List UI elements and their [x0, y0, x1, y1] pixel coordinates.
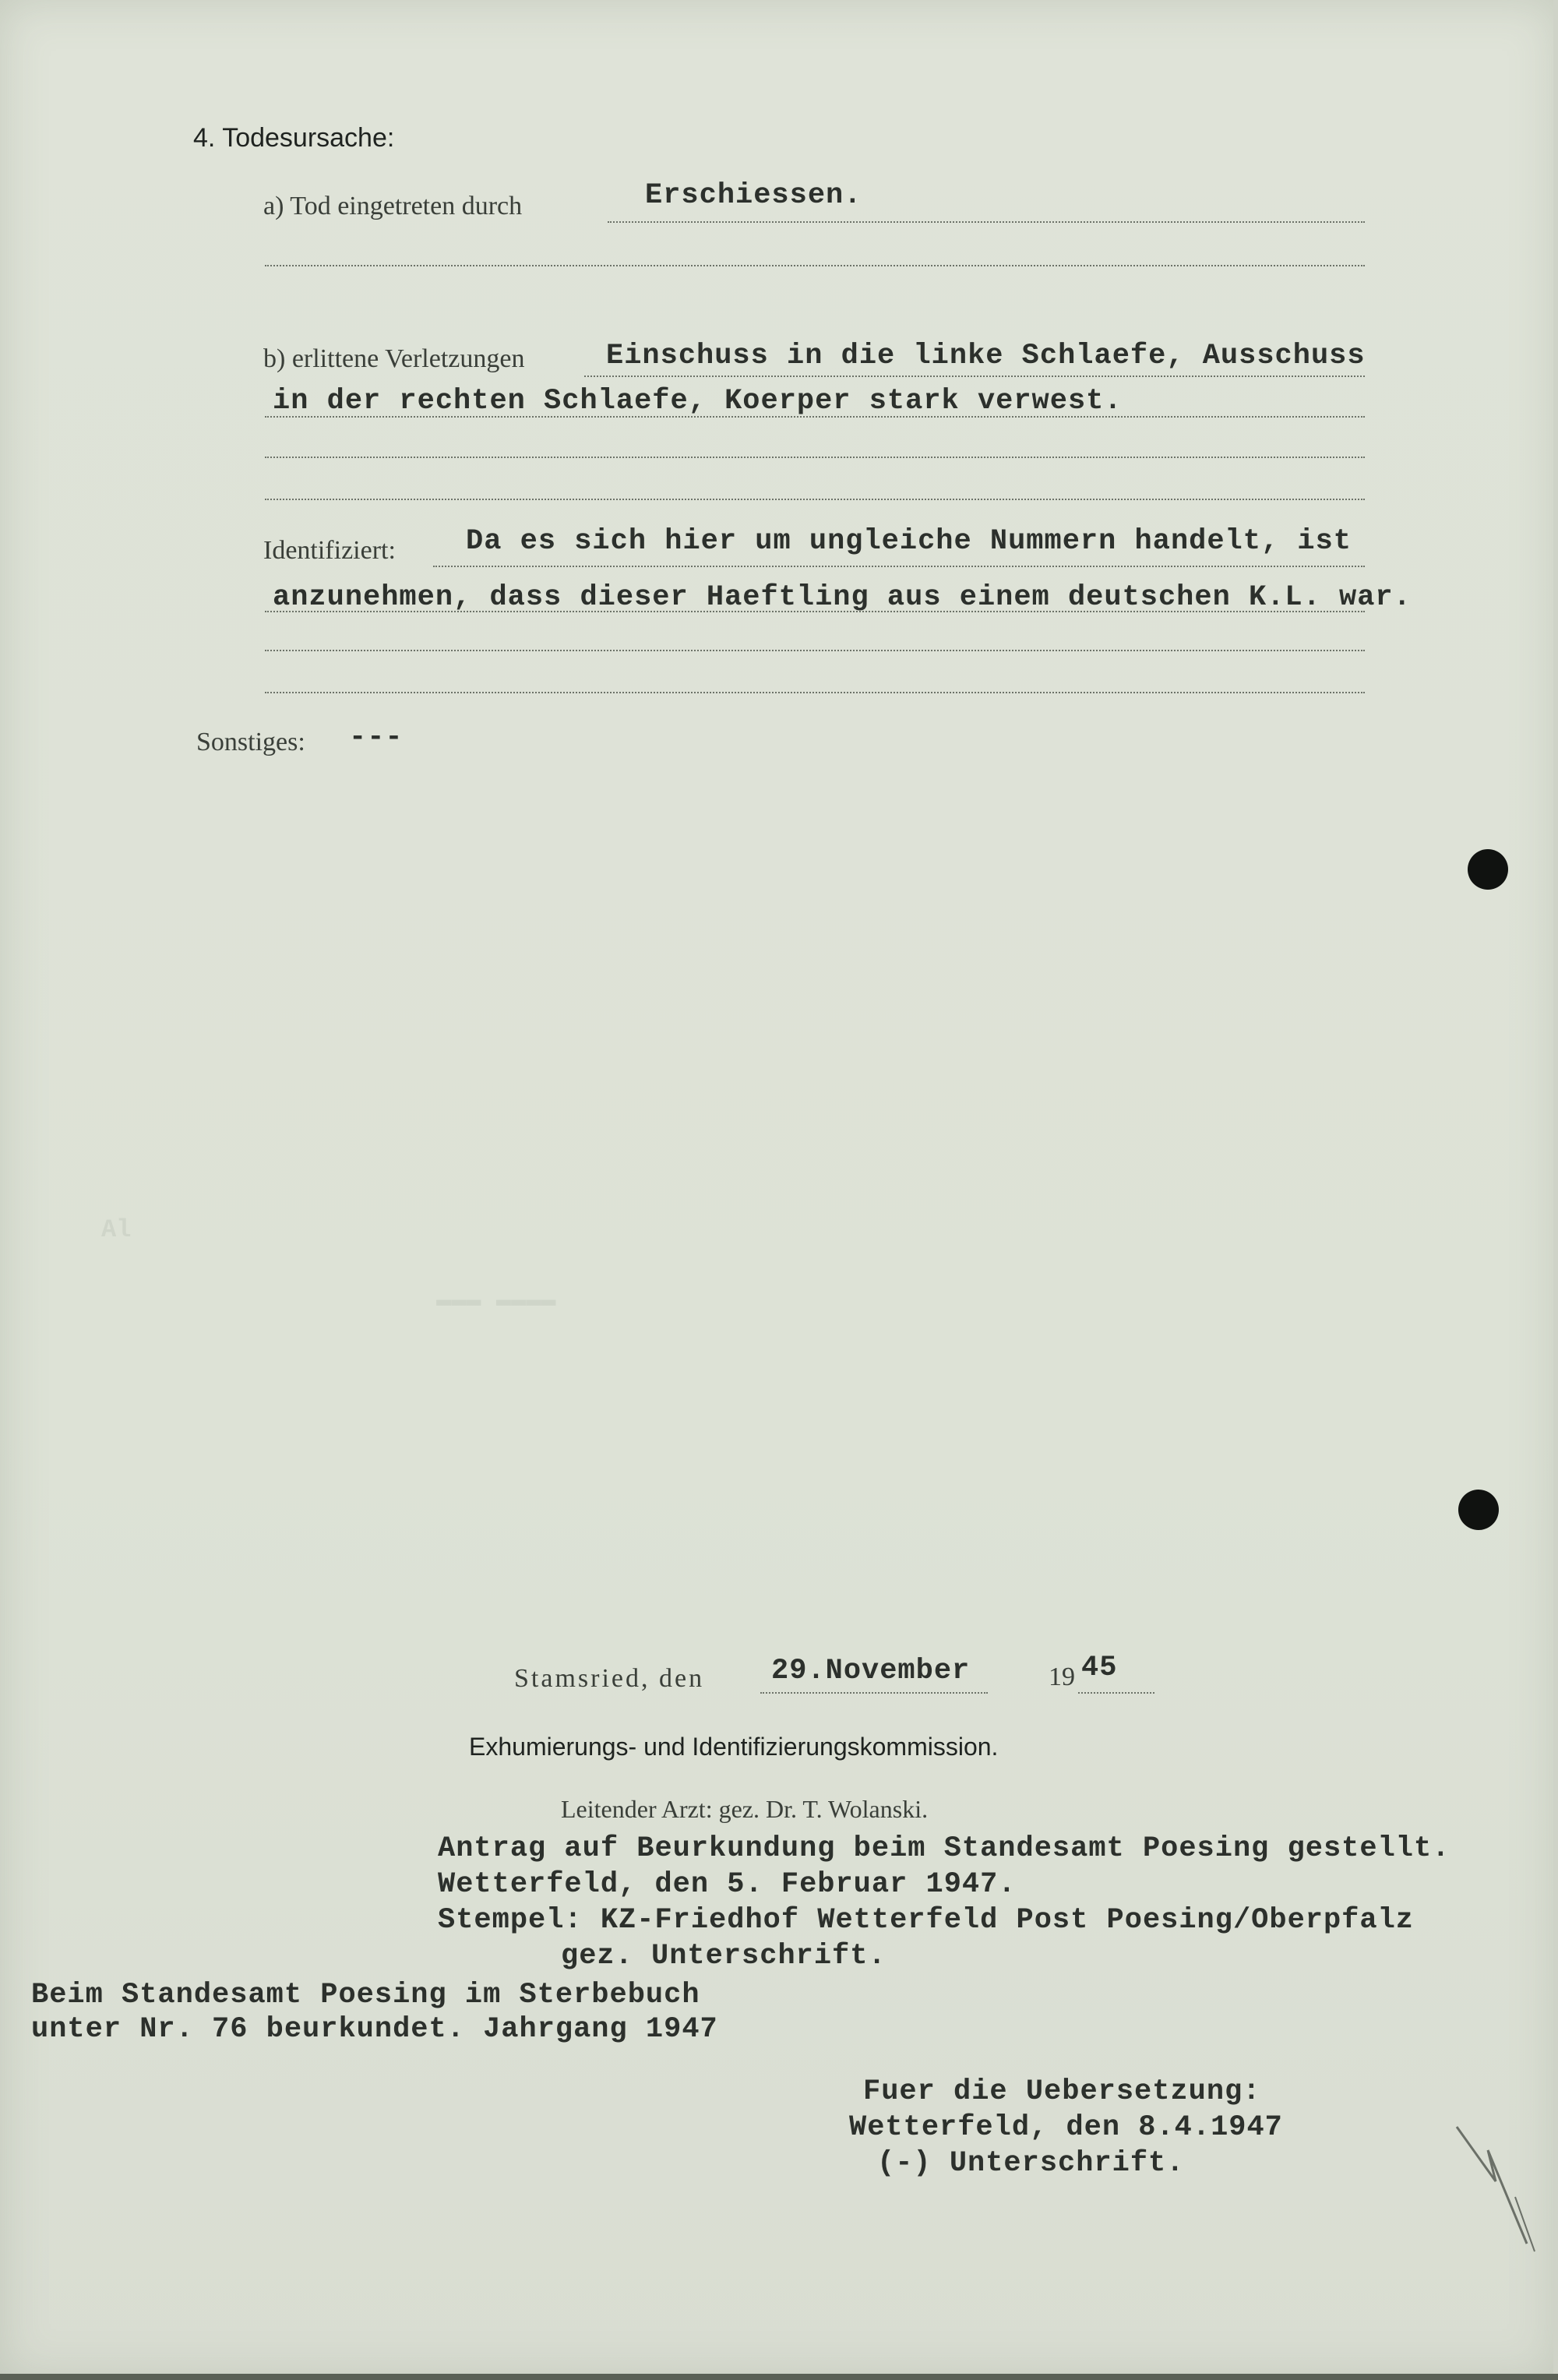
- registration-line-3: Stempel: KZ-Friedhof Wetterfeld Post Poesing/Oberpfalz: [438, 1904, 1414, 1937]
- pencil-scribble: [1441, 2103, 1550, 2259]
- year-suffix: 45: [1081, 1652, 1118, 1684]
- field-label-other: Sonstiges:: [196, 728, 305, 756]
- dotted-line: [265, 499, 1365, 500]
- dotted-line: [760, 1692, 988, 1694]
- field-value-cause: Erschiessen.: [645, 179, 862, 212]
- registration-line-1: Antrag auf Beurkundung beim Standesamt Poesing gestellt.: [438, 1832, 1450, 1865]
- registry-note-line-2: unter Nr. 76 beurkundet. Jahrgang 1947: [31, 2013, 718, 2046]
- punch-hole: [1458, 1490, 1499, 1530]
- place-label: Stamsried, den: [514, 1664, 705, 1693]
- dotted-line: [433, 566, 1365, 567]
- field-value-other: ---: [349, 721, 404, 754]
- registration-line-4: gez. Unterschrift.: [561, 1940, 887, 1973]
- dotted-line: [584, 376, 1365, 377]
- translation-line-1: Fuer die Uebersetzung:: [863, 2075, 1261, 2108]
- lead-physician: Leitender Arzt: gez. Dr. T. Wolanski.: [561, 1795, 929, 1823]
- commission-title: Exhumierungs- und Identifizierungskommission.: [469, 1733, 999, 1761]
- registration-line-2: Wetterfeld, den 5. Februar 1947.: [438, 1868, 1017, 1901]
- scan-bottom-border: [0, 2374, 1558, 2380]
- translation-line-3: (-) Unterschrift.: [877, 2147, 1185, 2180]
- year-prefix: 19: [1049, 1662, 1075, 1691]
- field-label-injuries: b) erlittene Verletzungen: [263, 344, 525, 373]
- dotted-line: [265, 692, 1365, 693]
- dotted-line: [265, 265, 1365, 266]
- field-value-identified-line-2: anzunehmen, dass dieser Haeftling aus einem deutschen K.L. war.: [273, 581, 1412, 614]
- field-value-injuries-line-2: in der rechten Schlaefe, Koerper stark verwest.: [273, 385, 1123, 418]
- field-value-injuries-line-1: Einschuss in die linke Schlaefe, Ausschuss: [606, 340, 1366, 372]
- bleed-through-mark: ▬▬▬ ▬▬▬▬: [436, 1285, 556, 1314]
- bleed-through-mark: Al: [101, 1215, 132, 1244]
- registry-note-line-1: Beim Standesamt Poesing im Sterbebuch: [31, 1979, 700, 2012]
- dotted-line: [265, 457, 1365, 458]
- translation-line-2: Wetterfeld, den 8.4.1947: [849, 2111, 1283, 2144]
- date-value: 29.November: [771, 1655, 971, 1687]
- punch-hole: [1468, 849, 1508, 890]
- paper-edge: [1553, 0, 1558, 2380]
- dotted-line: [608, 221, 1365, 223]
- field-label-identified: Identifiziert:: [263, 536, 396, 565]
- dotted-line: [1078, 1692, 1154, 1694]
- section-heading: 4. Todesursache:: [193, 123, 395, 153]
- field-value-identified-line-1: Da es sich hier um ungleiche Nummern handelt, ist: [466, 525, 1352, 558]
- field-label-cause: a) Tod eingetreten durch: [263, 192, 523, 220]
- dotted-line: [265, 650, 1365, 651]
